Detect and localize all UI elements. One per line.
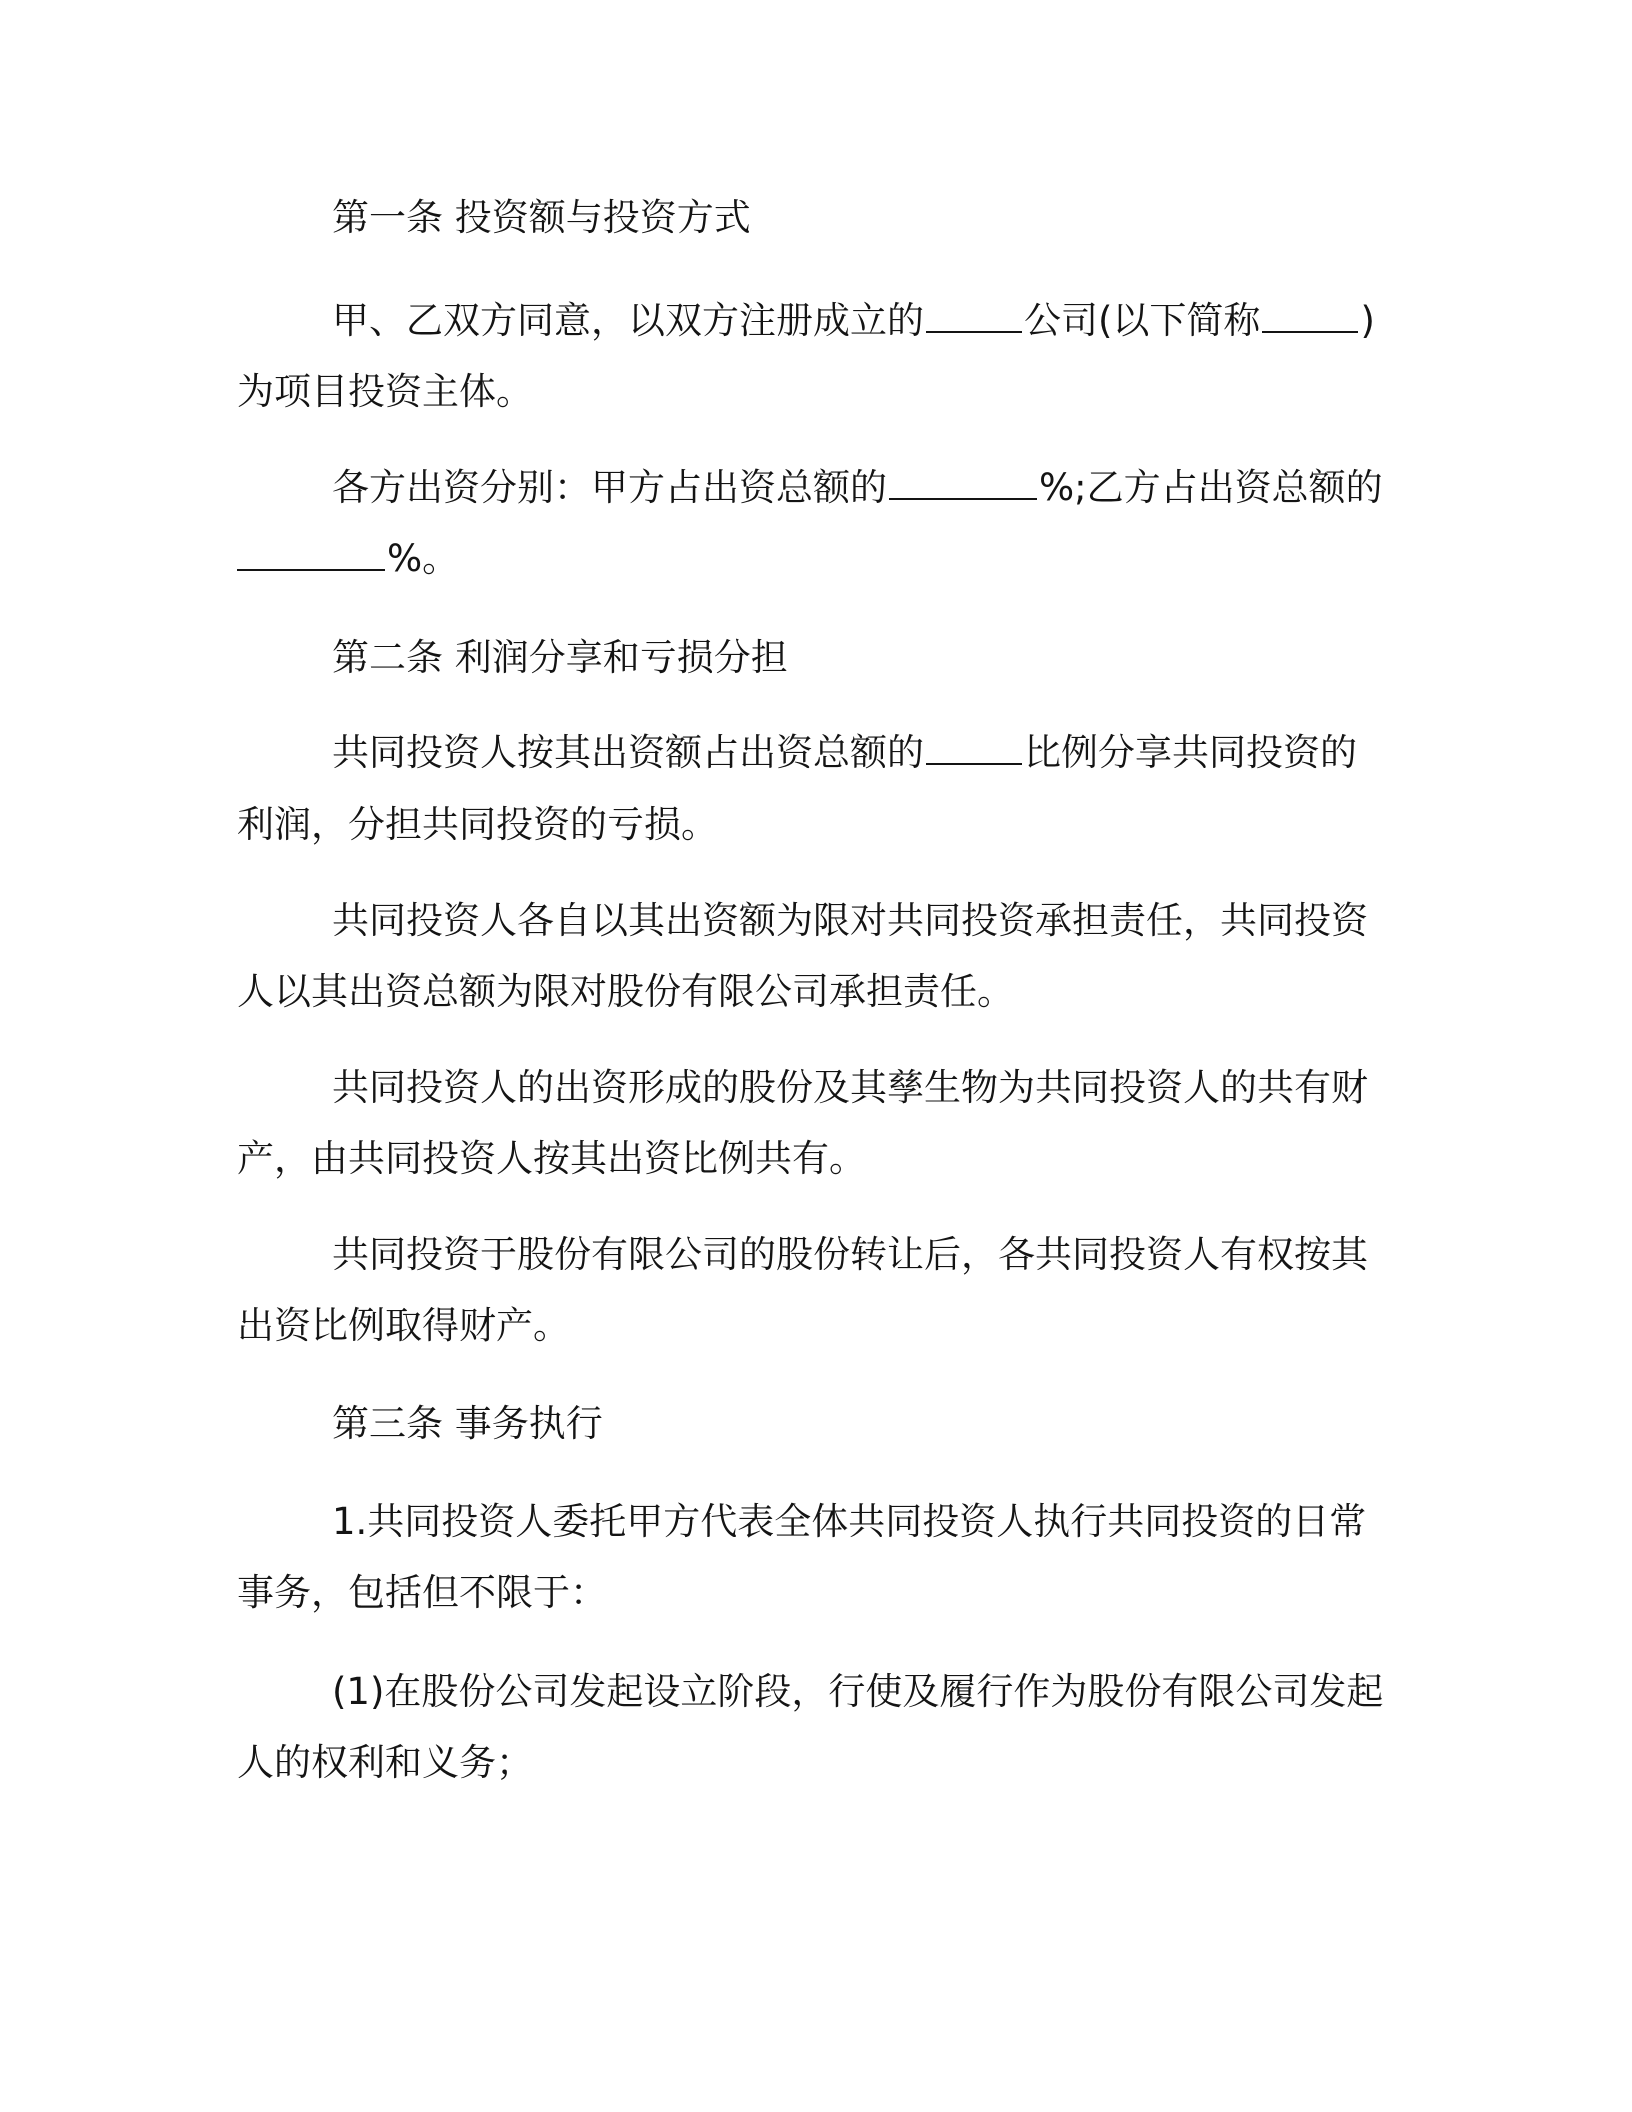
article-2-paragraph-2-line-2 (237, 964, 1014, 1020)
article-1-heading-text: 第一条 投资额与投资方式 (332, 196, 751, 239)
text-segment: 利润，分担共同投资的亏损。 (237, 803, 718, 846)
fill-in-blank-abbreviation (1262, 330, 1358, 333)
fill-in-blank-party-a-percent (889, 497, 1037, 500)
article-2-paragraph-1-line-1 (332, 725, 1357, 781)
fill-in-blank-party-b-percent (237, 568, 385, 571)
fill-in-blank-ratio (926, 762, 1022, 765)
text-segment: ) (1360, 299, 1375, 342)
text-segment: %。 (387, 537, 460, 580)
text-segment: 共同投资人的出资形成的股份及其孳生物为共同投资人的共有财 (332, 1066, 1368, 1109)
article-3-paragraph-1-line-2 (237, 1565, 607, 1621)
text-segment: 产，由共同投资人按其出资比例共有。 (237, 1137, 866, 1180)
article-2-paragraph-2-line-1 (332, 893, 1368, 949)
article-1-paragraph-1-line-1 (332, 293, 1375, 349)
article-2-paragraph-4-line-1 (332, 1227, 1368, 1283)
article-3-paragraph-1-line-1 (332, 1494, 1366, 1550)
article-2-heading (332, 630, 788, 686)
text-segment: 人以其出资总额为限对股份有限公司承担责任。 (237, 970, 1014, 1013)
text-segment: (1)在股份公司发起设立阶段，行使及履行作为股份有限公司发起 (332, 1670, 1384, 1713)
article-2-paragraph-4-line-2 (237, 1298, 570, 1354)
text-segment: %;乙方占出资总额的 (1039, 466, 1383, 509)
text-segment: 比例分享共同投资的 (1024, 731, 1357, 774)
article-3-paragraph-2-line-1 (332, 1664, 1383, 1720)
article-3-paragraph-2-line-2 (237, 1735, 533, 1791)
text-segment: 人的权利和义务； (237, 1741, 533, 1784)
text-segment: 共同投资人各自以其出资额为限对共同投资承担责任，共同投资 (332, 899, 1368, 942)
article-3-heading-text: 第三条 事务执行 (332, 1402, 603, 1445)
text-segment: 共同投资人按其出资额占出资总额的 (332, 731, 924, 774)
article-2-heading-text: 第二条 利润分享和亏损分担 (332, 636, 788, 679)
text-segment: 共同投资于股份有限公司的股份转让后，各共同投资人有权按其 (332, 1233, 1368, 1276)
article-2-paragraph-3-line-1 (332, 1060, 1368, 1116)
article-1-paragraph-2-line-2 (237, 531, 459, 587)
article-2-paragraph-1-line-2 (237, 797, 718, 853)
article-1-paragraph-1-line-2 (237, 364, 533, 420)
text-segment: 为项目投资主体。 (237, 370, 533, 413)
text-segment: 甲、乙双方同意，以双方注册成立的 (332, 299, 924, 342)
article-1-heading (332, 190, 751, 246)
text-segment: 公司(以下简称 (1024, 299, 1261, 342)
article-3-heading (332, 1396, 603, 1452)
article-1-paragraph-2-line-1 (332, 460, 1383, 516)
text-segment: 1.共同投资人委托甲方代表全体共同投资人执行共同投资的日常 (332, 1500, 1367, 1543)
text-segment: 各方出资分别：甲方占出资总额的 (332, 466, 887, 509)
fill-in-blank-company (926, 330, 1022, 333)
text-segment: 出资比例取得财产。 (237, 1304, 570, 1347)
text-segment: 事务，包括但不限于： (237, 1571, 607, 1614)
article-2-paragraph-3-line-2 (237, 1131, 866, 1187)
